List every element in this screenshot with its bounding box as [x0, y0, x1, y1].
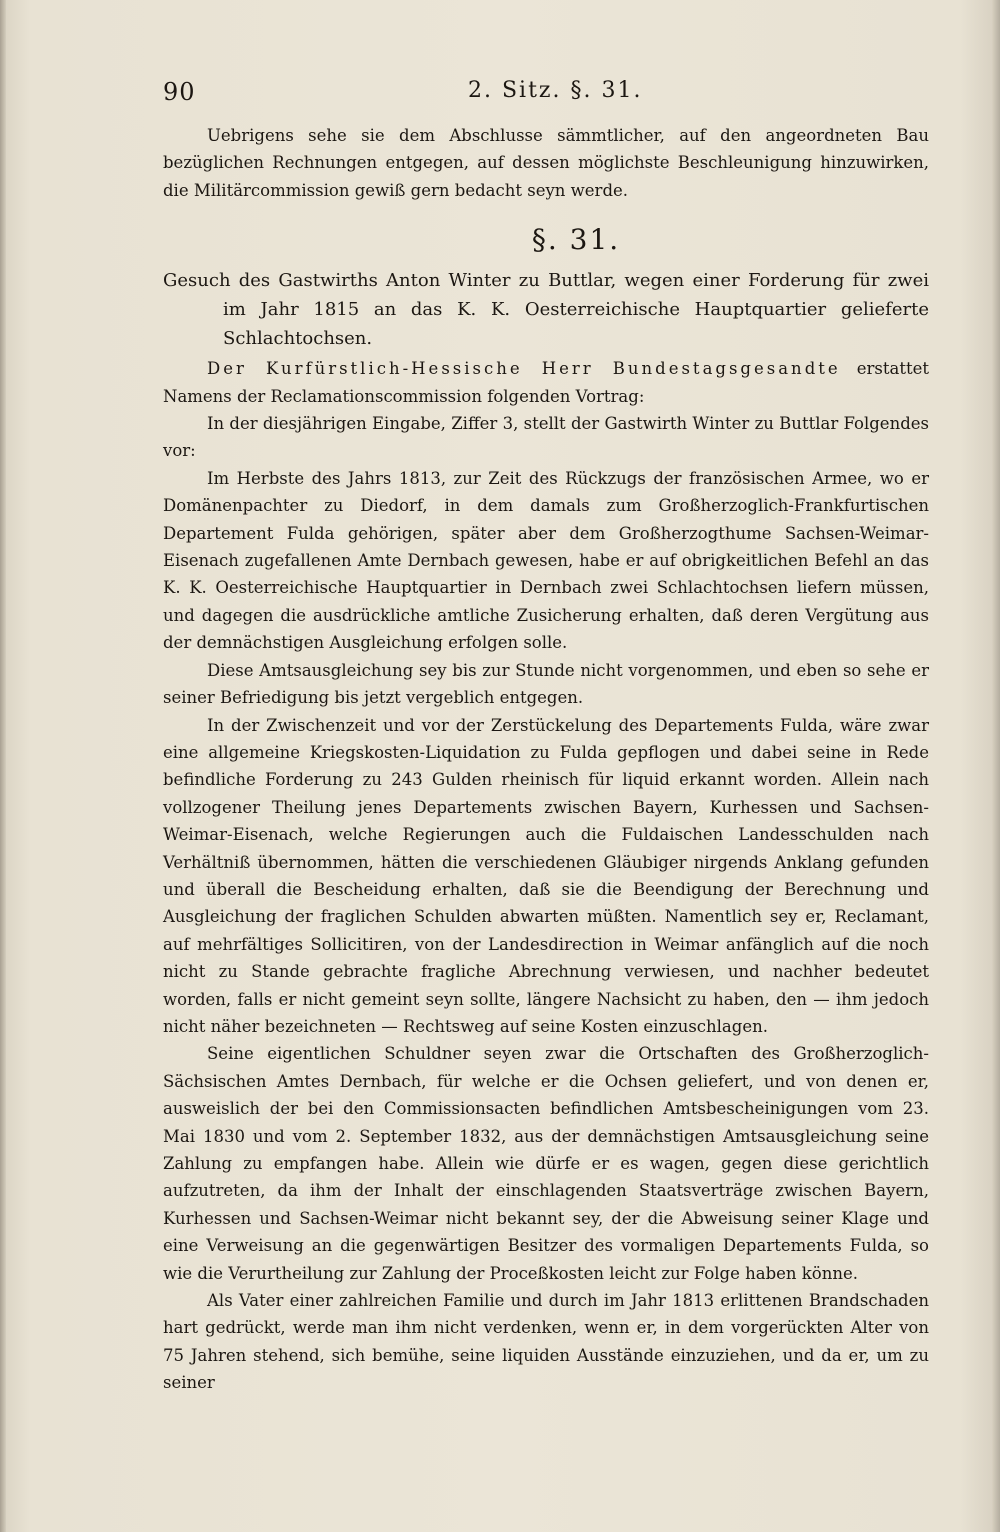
paragraph-7: Seine eigentlichen Schuldner seyen zwar die Ortschaften des Großherzoglich-Sächsischen Amtes Dernbach, für welche er die Ochsen geliefert, und von denen er, ausweislich der bei den Commissionsacten befindlichen Amtsbescheinigungen vom 23. Mai 1830 und vom 2. September 1832, aus der demnächstigen Amtsausgleichung seine Zahlung zu empfangen habe. Allein wie dürfe er es wagen, gegen diese gerichtlich aufzutreten, da ihm der Inhalt der einschlagenden Staatsverträge zwischen Bayern, Kurhessen und Sachsen-Weimar nicht bekannt sey, der die Abweisung seiner Klage und eine Verweisung an die gegenwärtigen Besitzer des vormaligen Departements Fulda, so wie die Verurtheilung zur Zahlung der Proceßkosten leicht zur Folge haben könne. [163, 1044, 929, 1283]
running-head: 2. Sitz. §. 31. [468, 78, 643, 103]
paragraph-6: In der Zwischenzeit und vor der Zerstückelung des Departements Fulda, wäre zwar eine allgemeine Kriegskosten-Liquidation zu Fulda gepflogen und dabei seine in Rede befindliche Forderung zu 243 Gulden rheinisch für liquid erkannt worden. Allein nach vollzogener Theilung jenes Departements zwischen Bayern, Kurhessen und Sachsen-Weimar-Eisenach, welche Regierungen auch die Fuldaischen Landesschulden nach Verhältniß übernommen, hätten die verschiedenen Gläubiger nirgends Anklang gefunden und überall die Bescheidung erhalten, daß sie die Beendigung der Berechnung und Ausgleichung der fraglichen Schulden abwarten müßten. Namentlich sey er, Reclamant, auf mehrfältiges Sollicitiren, von der Landesdirection in Weimar anfänglich auf die noch nicht zu Stande gebrachte fragliche Abrechnung verwiesen, und nachher bedeutet worden, falls er nicht gemeint seyn sollte, längere Nachsicht zu haben, den — ihm jedoch nicht näher bezeichneten — Rechtsweg auf seine Kosten einzuschlagen. [163, 715, 929, 1036]
page-number: 90 [163, 78, 196, 106]
paragraph-3: In der diesjährigen Eingabe, Ziffer 3, stellt der Gastwirth Winter zu Buttlar Folgendes vor: [163, 414, 929, 461]
page-body [163, 122, 929, 1397]
section-heading: §. 31. [531, 223, 621, 257]
page-edge-right [992, 0, 1000, 1532]
page-header [0, 78, 1000, 112]
paragraph-5: Diese Amtsausgleichung sey bis zur Stunde nicht vorgenommen, und eben so sehe er seiner Befriedigung bis jetzt vergeblich entgegen. [163, 660, 929, 708]
envoy-title: Der Kurfürstlich-Hessische Herr Bundestagsgesandte [207, 359, 841, 379]
paragraph-1: Uebrigens sehe sie dem Abschlusse sämmtlicher, auf den angeordneten Bau bezüglichen Rechnungen entgegen, auf dessen möglichste Beschleunigung hinzuwirken, die Militärcommission gewiß gern bedacht seyn werde. [163, 126, 929, 200]
paragraph-8: Als Vater einer zahlreichen Familie und durch im Jahr 1813 erlittenen Brandschaden hart gedrückt, werde man ihm nicht verdenken, wenn er, in dem vorgerückten Alter von 75 Jahren stehend, sich bemühe, seine liquiden Ausstände einzuziehen, und da er, um zu seiner [163, 1291, 929, 1393]
page-edge-left [0, 0, 6, 1532]
paragraph-4: Im Herbste des Jahrs 1813, zur Zeit des Rückzugs der französischen Armee, wo er Domänenpachter zu Diedorf, in dem damals zum Großherzoglich-Frankfurtischen Departement Fulda gehörigen, später aber dem Großherzogthume Sachsen-Weimar-Eisenach zugefallenen Amte Dernbach gewesen, habe er auf obrigkeitlichen Befehl an das K. K. Oesterreichische Hauptquartier in Dernbach zwei Schlachtochsen liefern müssen, und dagegen die ausdrückliche amtliche Zusicherung erhalten, daß deren Vergütung aus der demnächstigen Ausgleichung erfolgen solle. [163, 468, 929, 653]
petition-title: Gesuch des Gastwirths Anton Winter zu Buttlar, wegen einer Forderung für zwei im Jahr 1815 an das K. K. Oesterreichische Hauptquartier gelieferte Schlachtochsen. [163, 270, 929, 350]
paragraph-2 [163, 355, 929, 410]
paragraph-2-text: erstattet Namens der Reclamationscommission folgenden Vortrag: [163, 359, 929, 406]
